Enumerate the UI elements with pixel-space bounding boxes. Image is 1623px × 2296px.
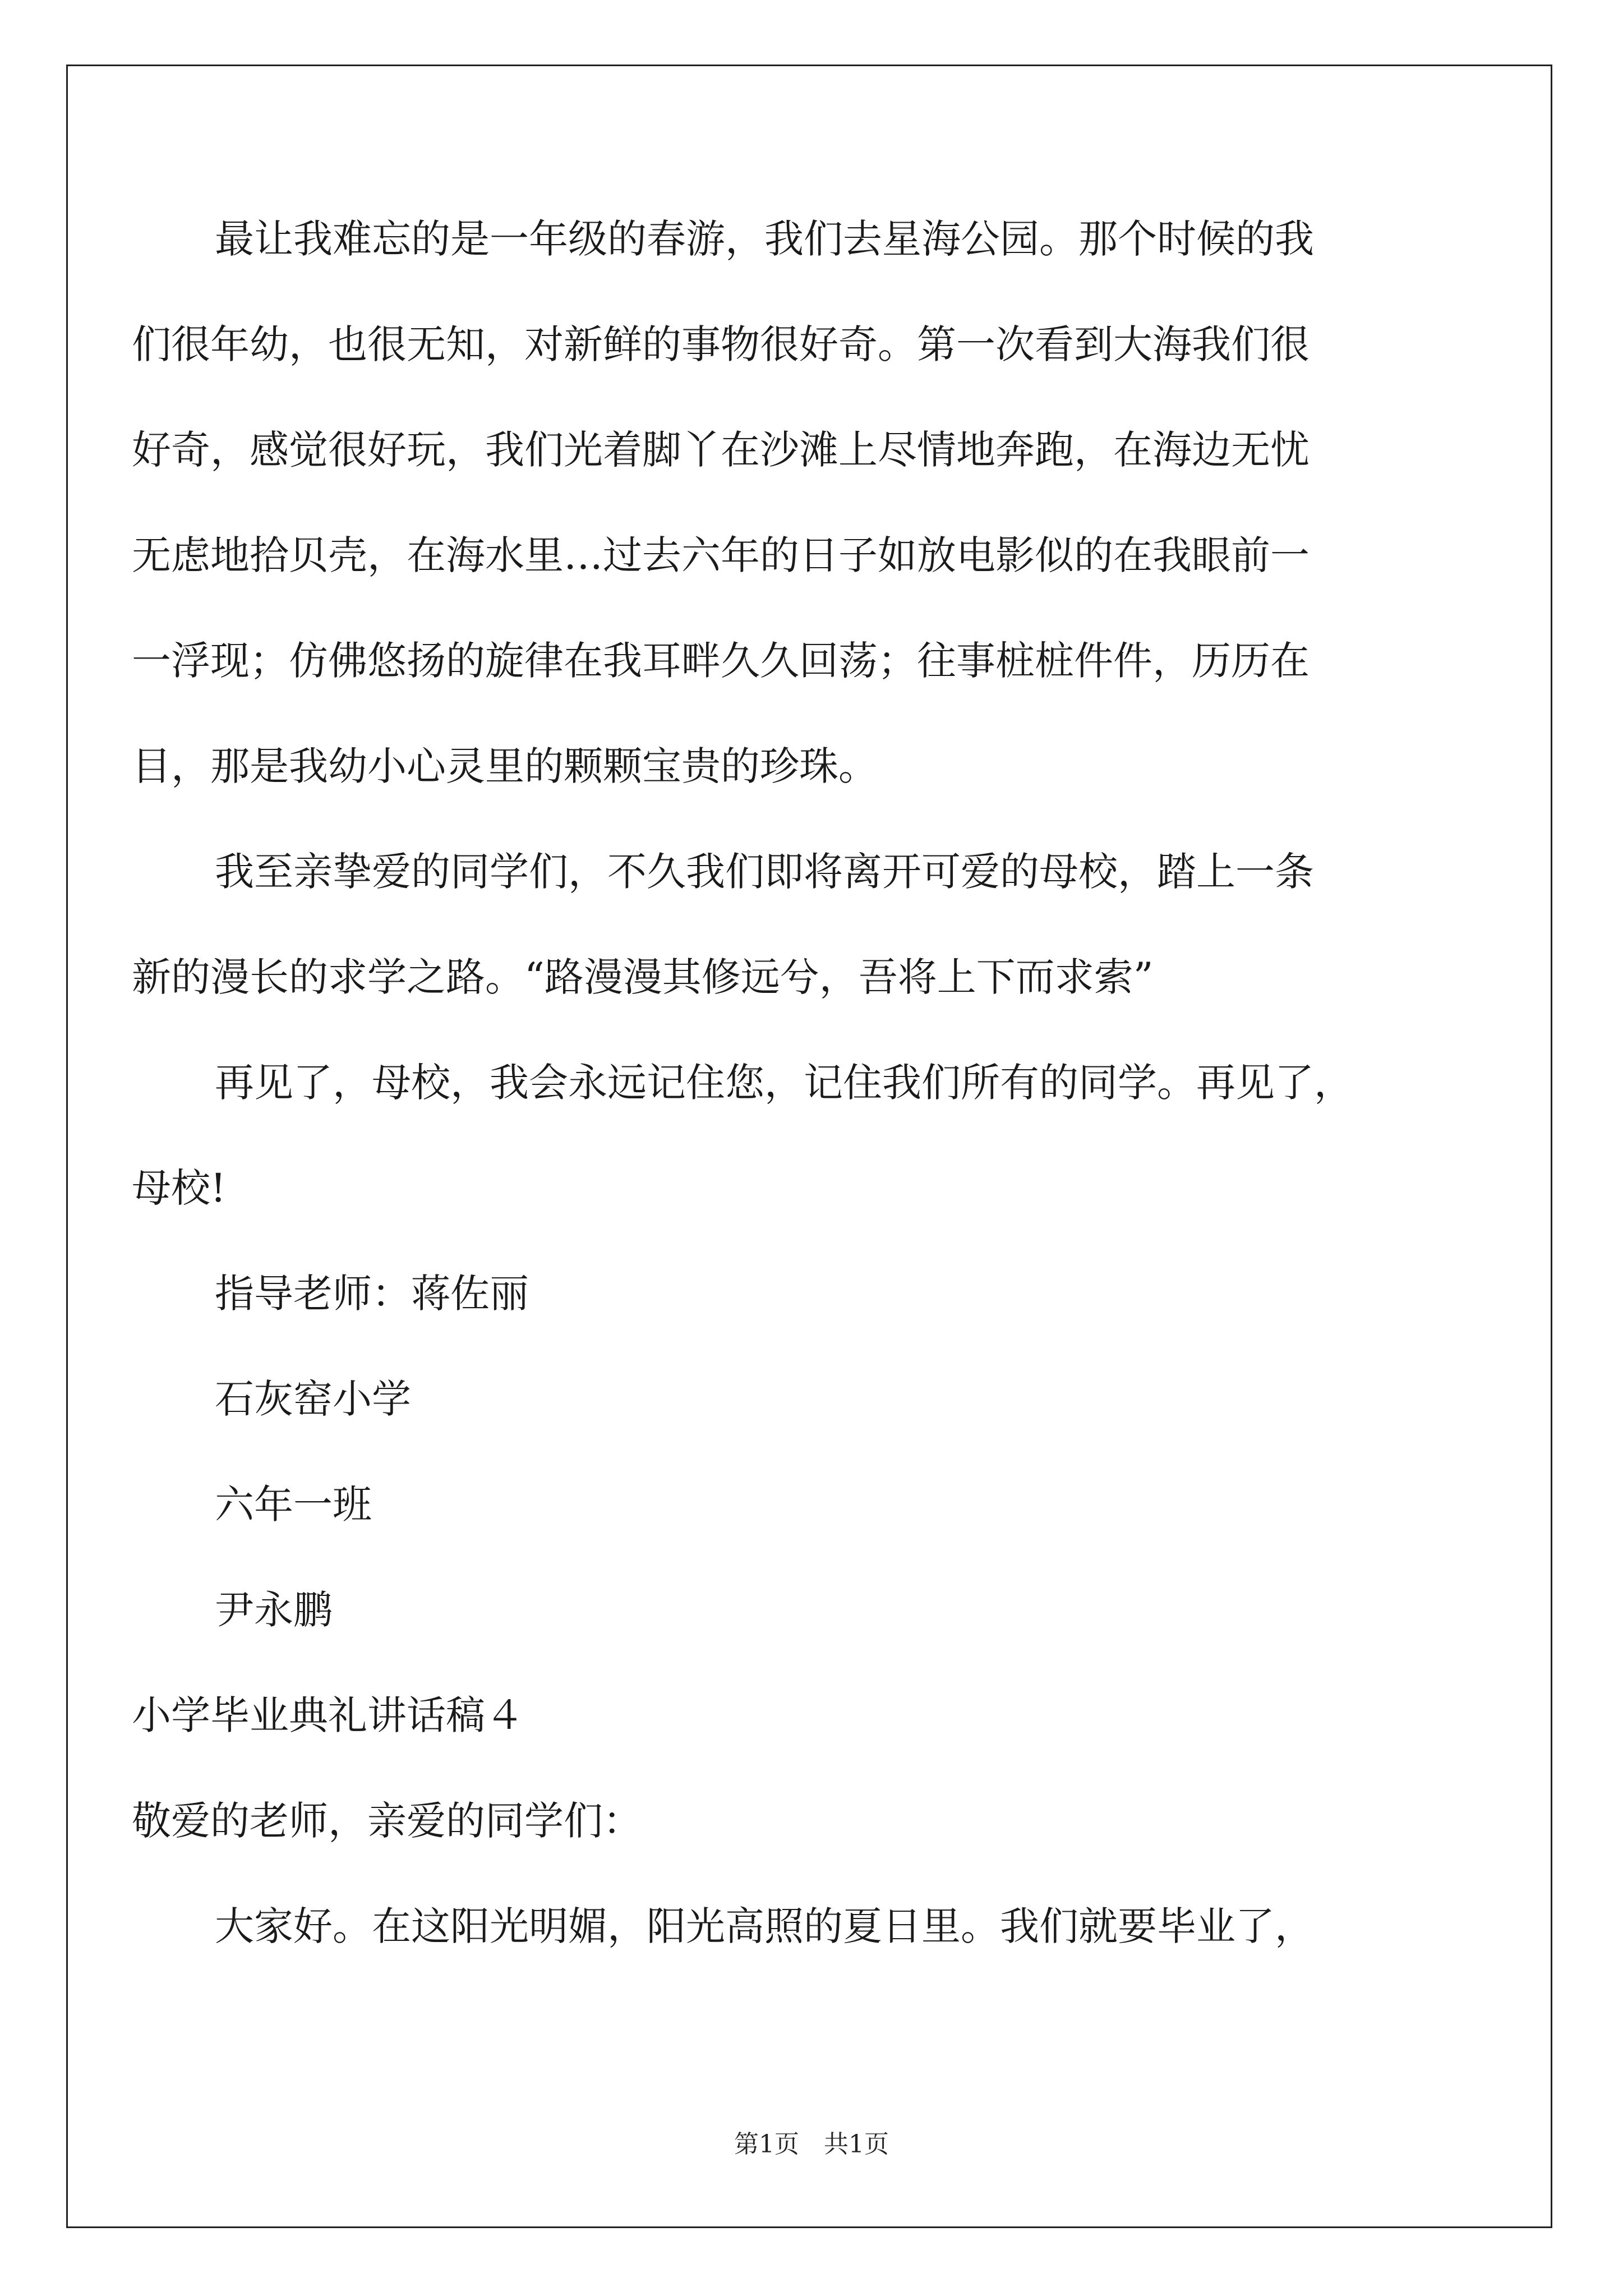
paragraph-line: 我至亲挚爱的同学们，不久我们即将离开可爱的母校，踏上一条 xyxy=(215,849,1314,895)
paragraph-line: 最让我难忘的是一年级的春游，我们去星海公园。那个时候的我 xyxy=(215,216,1314,262)
paragraph-line: 大家好。在这阳光明媚，阳光高照的夏日里。我们就要毕业了， xyxy=(215,1903,1314,1949)
salutation: 敬爱的老师，亲爱的同学们： xyxy=(132,1798,642,1844)
paragraph-line: 好奇，感觉很好玩，我们光着脚丫在沙滩上尽情地奔跑，在海边无忧 xyxy=(132,427,1310,473)
signature-class: 六年一班 xyxy=(215,1481,372,1527)
paragraph-line: 无虑地拾贝壳，在海水里…过去六年的日子如放电影似的在我眼前一 xyxy=(132,532,1310,578)
paragraph-line: 母校! xyxy=(132,1165,227,1211)
page-footer: 第1页 共1页 xyxy=(734,2130,889,2159)
paragraph-line: 目，那是我幼小心灵里的颗颗宝贵的珍珠。 xyxy=(132,743,878,789)
signature-author: 尹永鹏 xyxy=(215,1587,333,1633)
paragraph-line: 们很年幼，也很无知，对新鲜的事物很好奇。第一次看到大海我们很 xyxy=(132,321,1310,367)
section-heading: 小学毕业典礼讲话稿４ xyxy=(132,1692,524,1738)
paragraph-line: 一浮现；仿佛悠扬的旋律在我耳畔久久回荡；往事桩桩件件，历历在 xyxy=(132,638,1310,684)
paragraph-line: 再见了，母校，我会永远记住您，记住我们所有的同学。再见了， xyxy=(215,1060,1353,1106)
signature-school: 石灰窑小学 xyxy=(215,1376,411,1422)
signature-teacher: 指导老师：蒋佐丽 xyxy=(215,1271,529,1317)
paragraph-line: 新的漫长的求学之路。“路漫漫其修远兮，吾将上下而求索” xyxy=(132,954,1154,1000)
